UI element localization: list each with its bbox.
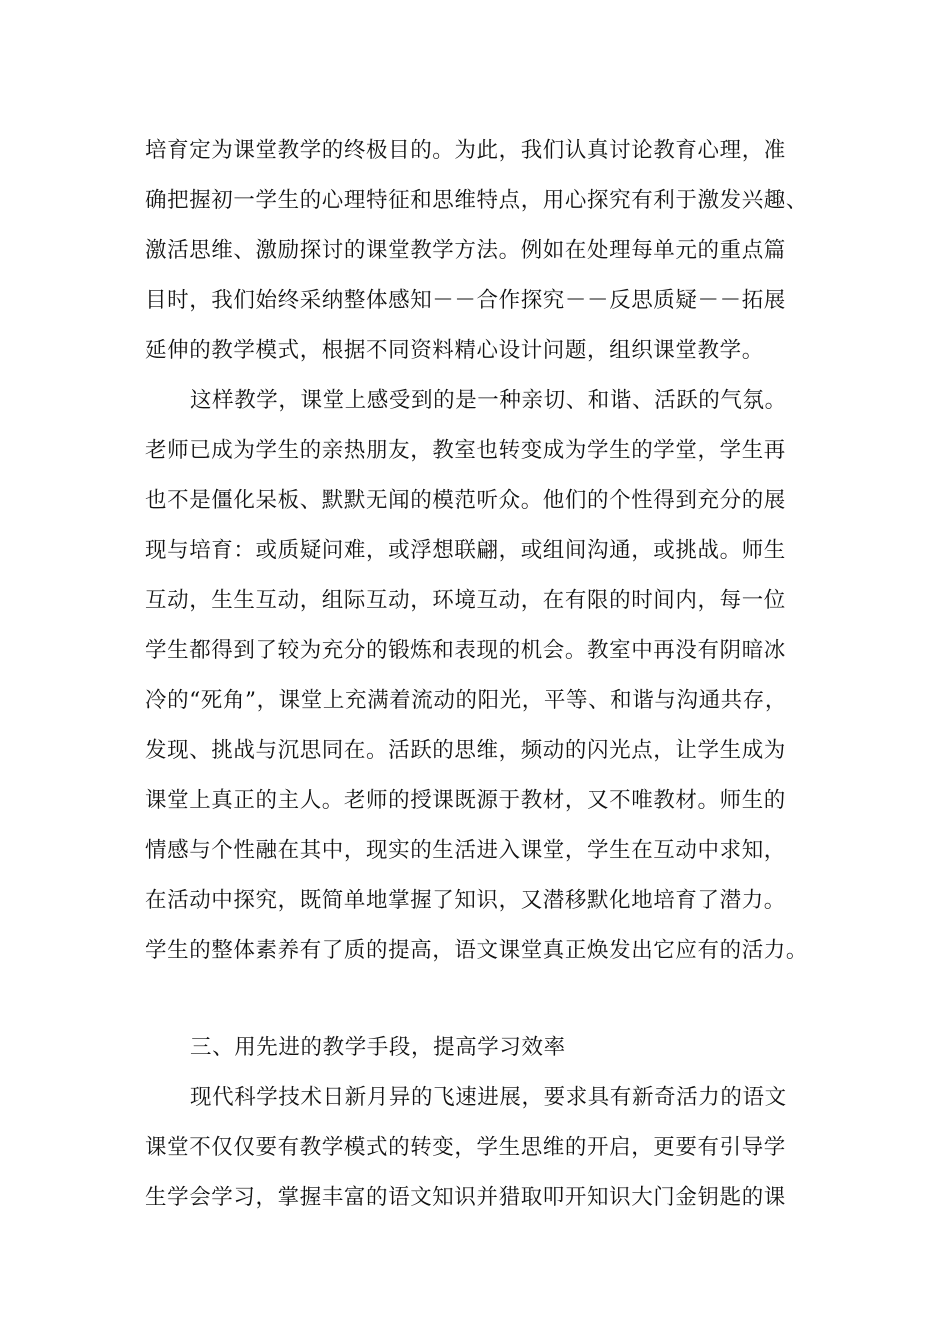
paragraph-2-line-9: 课堂上真正的主人。老师的授课既源于教材，又不唯教材。师生的 — [145, 788, 786, 813]
paragraph-2-line-11: 在活动中探究，既简单地掌握了知识，又潜移默化地培育了潜力。 — [145, 888, 786, 913]
paragraph-1-line-1: 培育定为课堂教学的终极目的。为此，我们认真讨论教育心理，准 — [145, 138, 786, 163]
paragraph-2-line-10: 情感与个性融在其中，现实的生活进入课堂，学生在互动中求知， — [145, 838, 786, 863]
paragraph-3-line-3: 生学会学习，掌握丰富的语文知识并猎取叩开知识大门金钥匙的课 — [145, 1185, 786, 1210]
paragraph-1-line-4: 目时，我们始终采纳整体感知－－合作探究－－反思质疑－－拓展 — [145, 288, 786, 313]
paragraph-2-line-8: 发现、挑战与沉思同在。活跃的思维，频动的闪光点，让学生成为 — [145, 738, 786, 763]
paragraph-1-line-5: 延伸的教学模式，根据不同资料精心设计问题，组织课堂教学。 — [145, 338, 764, 363]
paragraph-2-line-4: 现与培育：或质疑问难，或浮想联翩，或组间沟通，或挑战。师生 — [145, 538, 786, 563]
paragraph-2-line-12: 学生的整体素养有了质的提高，语文课堂真正焕发出它应有的活力。 — [145, 938, 809, 963]
paragraph-2-line-2: 老师已成为学生的亲热朋友，教室也转变成为学生的学堂，学生再 — [145, 438, 786, 463]
paragraph-2-line-1: 这样教学，课堂上感受到的是一种亲切、和谐、活跃的气氛。 — [190, 388, 787, 413]
paragraph-3-line-2: 课堂不仅仅要有教学模式的转变，学生思维的开启，更要有引导学 — [145, 1135, 786, 1160]
paragraph-1-line-2: 确把握初一学生的心理特征和思维特点，用心探究有利于激发兴趣、 — [145, 188, 809, 213]
paragraph-2-line-7: 冷的“死角”，课堂上充满着流动的阳光，平等、和谐与沟通共存， — [145, 688, 787, 713]
section-heading: 三、用先进的教学手段，提高学习效率 — [190, 1035, 566, 1060]
paragraph-1-line-3: 激活思维、激励探讨的课堂教学方法。例如在处理每单元的重点篇 — [145, 238, 786, 263]
paragraph-2-line-5: 互动，生生互动，组际互动，环境互动，在有限的时间内，每一位 — [145, 588, 786, 613]
paragraph-2-line-6: 学生都得到了较为充分的锻炼和表现的机会。教室中再没有阴暗冰 — [145, 638, 786, 663]
paragraph-3-line-1: 现代科学技术日新月异的飞速进展，要求具有新奇活力的语文 — [190, 1085, 787, 1110]
paragraph-2-line-3: 也不是僵化呆板、默默无闻的模范听众。他们的个性得到充分的展 — [145, 488, 786, 513]
